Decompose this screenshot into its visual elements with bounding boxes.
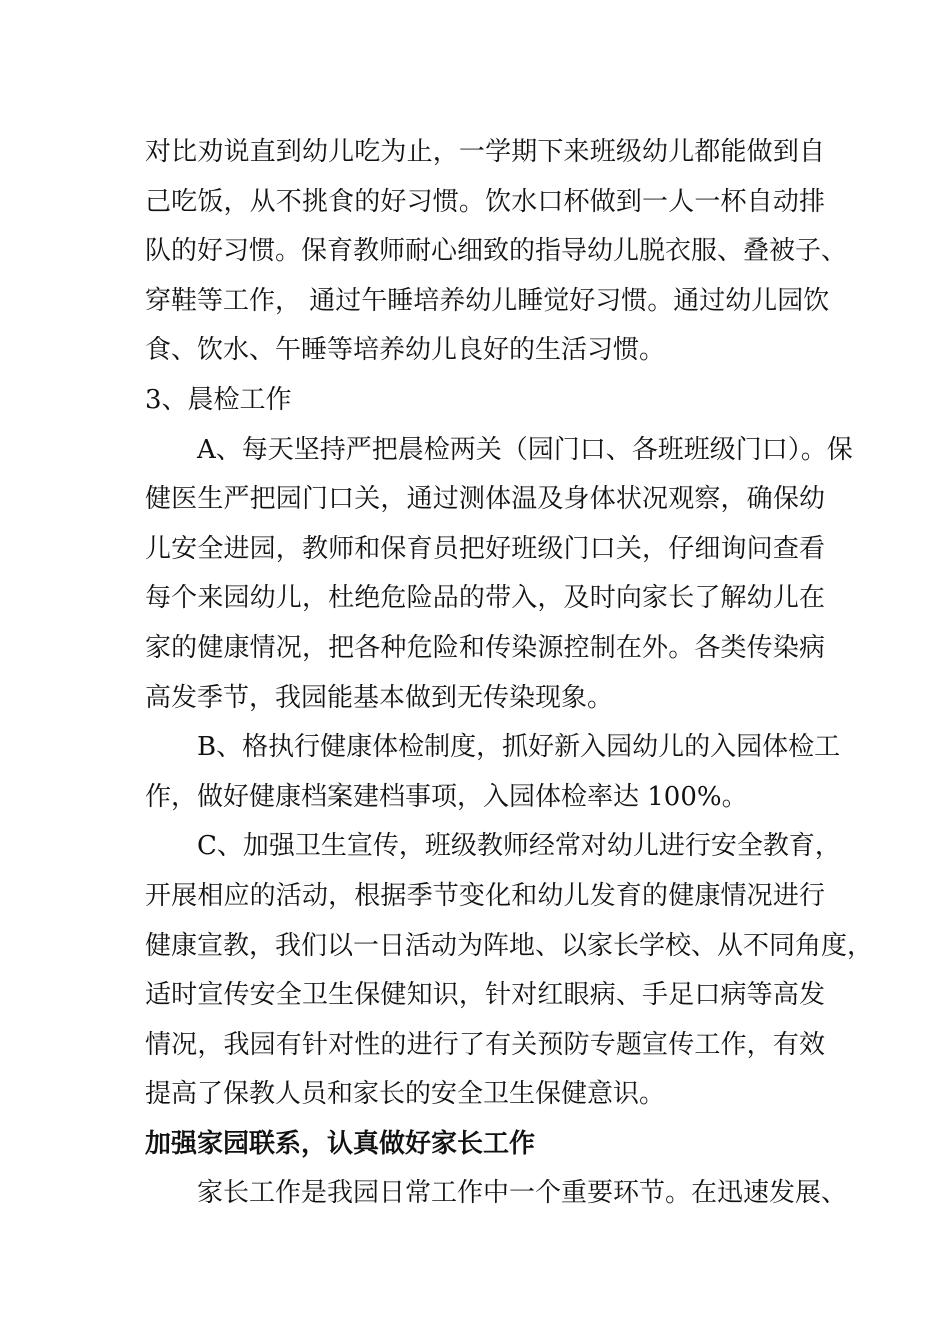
- paragraph-line: 3、晨检工作: [145, 384, 292, 415]
- paragraph-line: B、格执行健康体检制度，抓好新入园幼儿的入园体检工: [197, 732, 841, 763]
- paragraph-line: 己吃饭，从不挑食的好习惯。饮水口杯做到一人一杯自动排: [145, 186, 825, 217]
- paragraph-line: 健康宣教，我们以一日活动为阵地、以家长学校、从不同角度，: [145, 930, 874, 961]
- document-body: [145, 128, 874, 1219]
- paragraph-line: 家的健康情况，把各种危险和传染源控制在外。各类传染病: [145, 632, 825, 663]
- paragraph-line: 适时宣传安全卫生保健知识，针对红眼病、手足口病等高发: [145, 980, 825, 1011]
- paragraph-line: 提高了保教人员和家长的安全卫生保健意识。: [145, 1079, 666, 1110]
- paragraph-line: 作，做好健康档案建档事项，入园体检率达 100%。: [145, 781, 748, 812]
- paragraph-line: 家长工作是我园日常工作中一个重要环节。在迅速发展、: [197, 1178, 848, 1209]
- paragraph-line: 健医生严把园门口关，通过测体温及身体状况观察，确保幼: [145, 484, 825, 515]
- paragraph-line: A、每天坚持严把晨检两关（园门口、各班班级门口）。保: [197, 434, 853, 465]
- section-heading: 加强家园联系，认真做好家长工作: [145, 1128, 536, 1159]
- paragraph-line: 开展相应的活动，根据季节变化和幼儿发育的健康情况进行: [145, 880, 825, 911]
- paragraph-line: 食、饮水、午睡等培养幼儿良好的生活习惯。: [145, 335, 666, 366]
- paragraph-line: 情况，我园有针对性的进行了有关预防专题宣传工作，有效: [145, 1029, 825, 1060]
- paragraph-line: 儿安全进园，教师和保育员把好班级门口关，仔细询问查看: [145, 533, 825, 564]
- paragraph-line: 高发季节，我园能基本做到无传染现象。: [145, 682, 614, 713]
- paragraph-line: 穿鞋等工作， 通过午睡培养幼儿睡觉好习惯。通过幼儿园饮: [145, 285, 830, 316]
- paragraph-line: 每个来园幼儿，杜绝危险品的带入，及时向家长了解幼儿在: [145, 583, 825, 614]
- paragraph-line: 对比劝说直到幼儿吃为止，一学期下来班级幼儿都能做到自: [145, 137, 825, 167]
- paragraph-line: 队的好习惯。保育教师耐心细致的指导幼儿脱衣服、叠被子、: [145, 236, 848, 267]
- paragraph-line: C、加强卫生宣传，班级教师经常对幼儿进行安全教育，: [197, 831, 841, 862]
